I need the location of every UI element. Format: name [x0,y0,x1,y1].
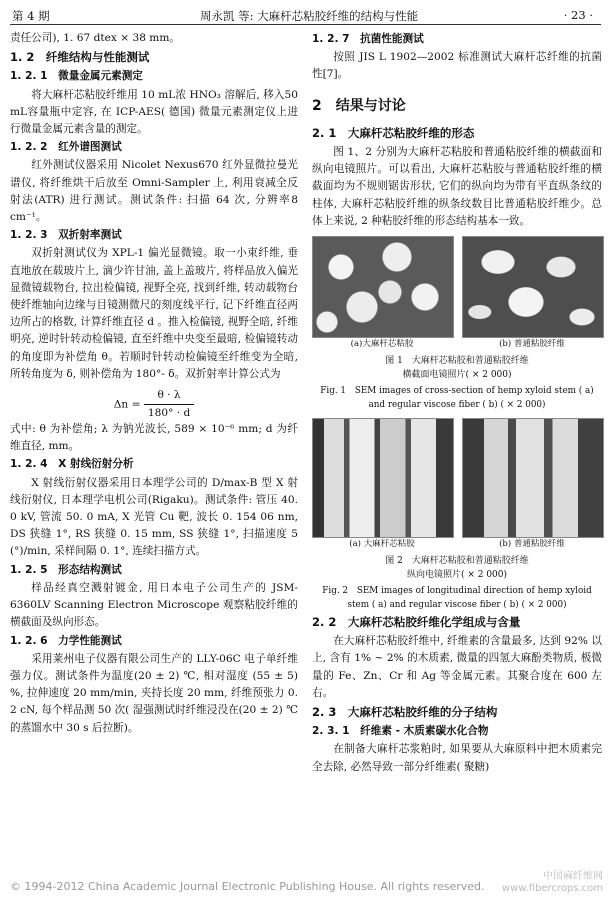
figure-1-caption-en-line2: and regular viscose fiber ( b) ( × 2 000) [368,400,546,411]
section-1-2-2-text: 红外测试仪器采用 Nicolet Nexus670 红外显微拉曼光谱仪, 将纤维烘干后放至 Omni-Sampler 上, 利用衰减全反射法(ATR) 进行测试。测试条件: 扫描 64 次, 分辨率8 cm⁻¹。 [10,159,298,224]
figure-1-caption-en-line1: Fig. 1 SEM images of cross-section of hemp xyloid stem ( a) [320,386,594,397]
sem-cross-section-regular-image [462,236,604,338]
copyright-footer: © 1994-2012 China Academic Journal Electronic Publishing House. All rights reserved. [10,880,485,893]
formula-denominator: 180° · d [147,407,191,420]
figure-2-caption-cn-line1: 图 2 大麻杆芯粘胶和普通粘胶纤维 [385,556,529,567]
formula-lhs: Δn = [113,398,141,411]
section-2-3-1-heading: 2. 3. 1 纤维素 - 木质素碳水化合物 [312,725,489,738]
figure-2b [462,418,602,550]
sem-cross-section-hemp-image [312,236,454,338]
formula-numerator: θ · λ [144,387,194,405]
section-2-1-text: 图 1、2 分别为大麻杆芯粘胶和普通粘胶纤维的横截面和纵向电镜照片。可以看出, 大麻杆芯粘胶与普通粘胶纤维的横截面均为不规则锯齿形状, 它们的纵向均为带有平直纵条纹的柱体, 大麻杆芯粘胶纤维的纵条纹数目比普通粘胶纤维少。总体上来说, 2 种粘胶纤维的形态结构基本一致。 [312,146,602,227]
section-1-2-3-heading: 1. 2. 3 双折射率测试 [10,229,122,242]
sem-longitudinal-hemp-image [312,418,454,538]
section-1-2-1-heading: 1. 2. 1 微量金属元素测定 [10,70,143,83]
section-1-2-heading: 1. 2 纤维结构与性能测试 [10,50,150,65]
left-column [10,30,298,737]
right-column [312,30,602,776]
watermark [502,871,603,895]
figure-1-caption-cn [312,354,602,382]
figure-2a-label: (a) 大麻杆芯粘胶 [349,539,415,550]
formula-note: 式中: θ 为补偿角; λ 为钠光波长, 589 × 10⁻⁶ mm; d 为纤维直径, mm。 [10,423,298,453]
running-title: 周永凯 等: 大麻杆芯粘胶纤维的结构与性能 [200,9,419,23]
section-1-2-3-text: 双折射测试仪为 XPL-1 偏光显微镜。取一小束纤维, 垂直地放在载玻片上, 滴少许甘油, 盖上盖玻片, 将样品放入偏光显微镜载物台, 拉出检偏镜, 视野全亮, 找到纤维, 转动载物台使纤维轴向边缘与目镜测微尺的刻度线平行, 记下纤维直径两边所占的格数, 计算纤维直径 d 。推入检偏镜, 视野全暗, 纤维明亮, 逆时针转动检偏镜, 直至纤维中央变至最暗, 检偏镜转动的角度即为补偿角 θ。若顺时针转动检偏镜至纤维变为全暗, 所转角度为 δ, 则补偿角为 180°- δ。双折射率计算公式为 [10,247,298,380]
section-2-2-heading: 2. 2 大麻杆芯粘胶纤维化学组成与含量 [312,615,521,630]
section-1-2-7-text: 按照 JIS L 1902—2002 标准测试大麻杆芯纤维的抗菌性[7]。 [312,51,602,81]
figure-2-caption-en-line1: Fig. 2 SEM images of longitudinal direction of hemp xyloid [322,586,592,597]
section-1-2-4-heading: 1. 2. 4 X 射线衍射分析 [10,458,134,471]
figure-2a [312,418,452,550]
figure-2-caption-en [312,584,602,612]
section-2-1-heading: 2. 1 大麻杆芯粘胶纤维的形态 [312,125,475,140]
figure-1b-label: (b) 普通粘胶纤维 [499,339,565,350]
section-1-2-4-text: X 射线衍射仪器采用日本理学公司的 D/max-B 型 X 射线衍射仪, 日本理学电机公司(Rigaku)。测试条件: 管压 40. 0 kV, 管流 50. 0 mA, X 光管 Cu 靶, 波长 0. 154 06 nm, DS 狭缝 1°, RS 狭缝 0. 15 mm, SS 狭缝 1°, 扫描速度 5 (°)/min, 采样间隔 0. 1°, 连续扫描方式。 [10,476,298,558]
figure-1 [312,236,602,350]
watermark-url: www.fibercrops.com [501,883,603,894]
section-2-heading: 2 结果与讨论 [312,97,406,114]
section-2-3-heading: 2. 3 大麻杆芯粘胶纤维的分子结构 [312,705,498,720]
figure-1a [312,236,452,350]
figure-1a-label: (a)大麻杆芯粘胶 [350,339,414,350]
figure-2-caption-cn-line2: 纵向电镜照片( × 2 000) [406,570,508,581]
figure-1-caption-cn-line1: 图 1 大麻杆芯粘胶和普通粘胶纤维 [385,356,529,367]
birefringence-formula [10,387,298,420]
figure-1b [462,236,602,350]
section-1-2-5-heading: 1. 2. 5 形态结构测试 [10,563,122,576]
figure-2-caption-cn [312,554,602,582]
section-1-2-6-text: 采用莱州电子仪器有限公司生产的 LLY-06C 电子单纤维强力仪。测试条件为温度(20 ± 2) ℃, 相对湿度 (55 ± 5) %, 拉伸速度 20 mm/min, 夹持长度 20 mm, 纤维预张力 0. 2 cN, 每个样品测 50 次( 湿强测试时纤维浸没在(20 ± 2) ℃的蒸馏水中 30 s 后拉断)。 [10,652,298,734]
figure-2b-label: (b) 普通粘胶纤维 [499,539,565,550]
running-header [10,6,601,25]
formula-fraction [144,387,194,422]
figure-1-caption-cn-line2: 横截面电镜照片( × 2 000) [402,370,512,381]
issue-number: 第 4 期 [12,9,50,23]
section-1-2-7-heading: 1. 2. 7 抗菌性能测试 [312,33,424,45]
figure-2 [312,418,602,550]
continued-text: 责任公司), 1. 67 dtex × 38 mm。 [10,32,180,44]
section-2-2-text: 在大麻杆芯粘胶纤维中, 纤维素的含量最多, 达到 92% 以上, 含有 1% ~ 2% 的木质素, 微量的四氢大麻酚类物质, 极微量的 Fe、Zn、Cr 和 Ag 等金属元素。其聚合度在 600 左右。 [312,635,602,699]
figure-2-caption-en-line2: stem ( a) and regular viscose fiber ( b) ( × 2 000) [347,600,567,611]
section-1-2-6-heading: 1. 2. 6 力学性能测试 [10,634,122,647]
page-number: · 23 · [563,8,593,22]
section-1-2-1-text: 将大麻杆芯粘胶纤维用 10 mL浓 HNO₃ 溶解后, 移入50 mL容量瓶中定容, 在 ICP-AES( 德国) 微量元素测定仪上进行微量金属元素含量的测定。 [10,88,298,136]
sem-longitudinal-regular-image [462,418,604,538]
section-1-2-5-text: 样品经真空溅射镀金, 用日本电子公司生产的 JSM-6360LV Scanning Electron Microscope 观察粘胶纤维的横截面及纵向形态。 [10,581,298,629]
figure-1-caption-en [312,384,602,412]
section-1-2-2-heading: 1. 2. 2 红外谱图测试 [10,141,122,154]
section-2-3-1-text: 在制备大麻杆芯浆粕时, 如果要从大麻原料中把木质素完全去除, 必然导致一部分纤维素( 聚糖) [312,743,602,773]
watermark-cn: 中国麻纤维网 [543,871,603,882]
